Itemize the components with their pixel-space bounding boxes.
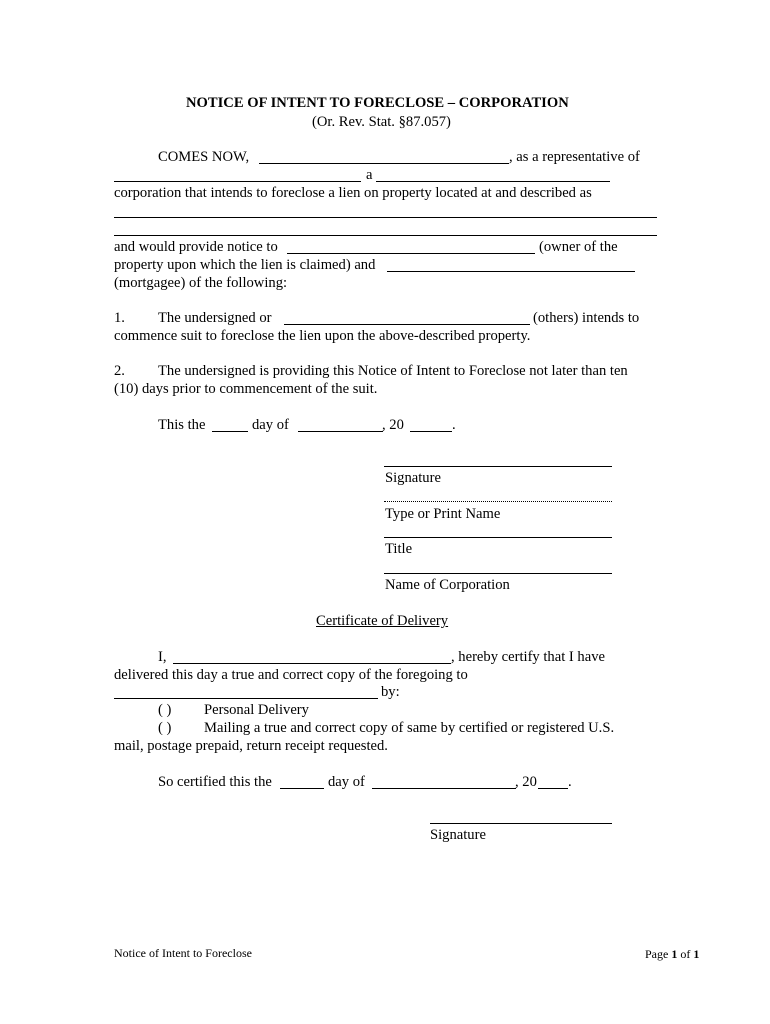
others-blank[interactable] [284,324,530,325]
mailing-continuation: mail, postage prepaid, return receipt requested. [114,738,388,754]
mortgagee-blank[interactable] [387,271,635,272]
corporation-type-blank[interactable] [376,181,610,182]
statute-reference: (Or. Rev. Stat. §87.057) [312,114,451,130]
print-name-label: Type or Print Name [385,506,501,522]
certifier-name-blank[interactable] [173,663,451,664]
date-this-the: This the [158,417,206,433]
owner-of-text: (owner of the [539,239,618,255]
notice-to-text: and would provide notice to [114,239,278,255]
as-representative-text: , as a representative of [509,149,640,165]
article-a: a [366,167,373,183]
item-1-commence: commence suit to foreclose the lien upon the above-described property. [114,328,531,344]
name-blank[interactable] [259,163,509,164]
signature-label: Signature [385,470,441,486]
so-certified-text: So certified this the [158,774,272,790]
cert-signature-line[interactable] [430,823,612,824]
owner-blank[interactable] [287,253,535,254]
item-2-number: 2. [114,363,125,379]
cert-day-of: day of [328,774,365,790]
date-month-blank[interactable] [298,431,383,432]
item-2-line-2: (10) days prior to commencement of the suit. [114,381,378,397]
title-label: Title [385,541,413,557]
corporation-name-label: Name of Corporation [385,577,510,593]
recipient-blank[interactable] [114,698,378,699]
item-2-line-1: The undersigned is providing this Notice of Intent to Foreclose not later than ten [158,363,628,379]
personal-delivery-label: Personal Delivery [204,702,309,718]
mailing-checkbox[interactable]: ( ) [158,720,172,736]
comes-now-label: COMES NOW, [158,149,250,165]
certificate-hereby: , hereby certify that I have [451,649,605,665]
corporation-name-line[interactable] [384,573,612,574]
cert-signature-label: Signature [430,827,486,843]
cert-year-prefix: , 20 [515,774,537,790]
mortgagee-text: (mortgagee) of the following: [114,275,288,291]
cert-month-blank[interactable] [372,788,516,789]
document-title: NOTICE OF INTENT TO FORECLOSE – CORPORATION [186,95,569,111]
certificate-by: by: [381,684,400,700]
property-description-blank-2[interactable] [114,235,657,236]
footer-title: Notice of Intent to Foreclose [114,946,252,960]
date-day-of: day of [252,417,289,433]
print-name-line[interactable] [384,501,612,502]
cert-period: . [568,774,572,790]
page-total: 1 [693,947,700,961]
mailing-label: Mailing a true and correct copy of same by certified or registered U.S. [204,720,615,736]
cert-year-blank[interactable] [538,788,568,789]
corporation-line: corporation that intends to foreclose a lien on property located at and described as [114,185,592,201]
item-1-undersigned: The undersigned or [158,310,272,326]
item-1-others: (others) intends to [533,310,640,326]
property-upon-text: property upon which the lien is claimed) and [114,257,376,273]
certificate-i: I, [158,649,167,665]
page-number: 1 [671,947,678,961]
page-prefix: Page [645,947,669,961]
item-1-number: 1. [114,310,125,326]
title-line[interactable] [384,537,612,538]
representative-of-blank[interactable] [114,181,361,182]
certificate-delivered: delivered this day a true and correct copy of the foregoing to [114,667,468,683]
date-year-blank[interactable] [410,431,452,432]
page-indicator [645,945,699,963]
personal-delivery-checkbox[interactable]: ( ) [158,702,172,718]
signature-line[interactable] [384,466,612,467]
date-period: . [452,417,456,433]
date-day-blank[interactable] [212,431,248,432]
cert-day-blank[interactable] [280,788,324,789]
property-description-blank-1[interactable] [114,217,657,218]
date-year-prefix: , 20 [382,417,404,433]
page-of: of [680,947,691,961]
certificate-heading: Certificate of Delivery [316,613,449,629]
